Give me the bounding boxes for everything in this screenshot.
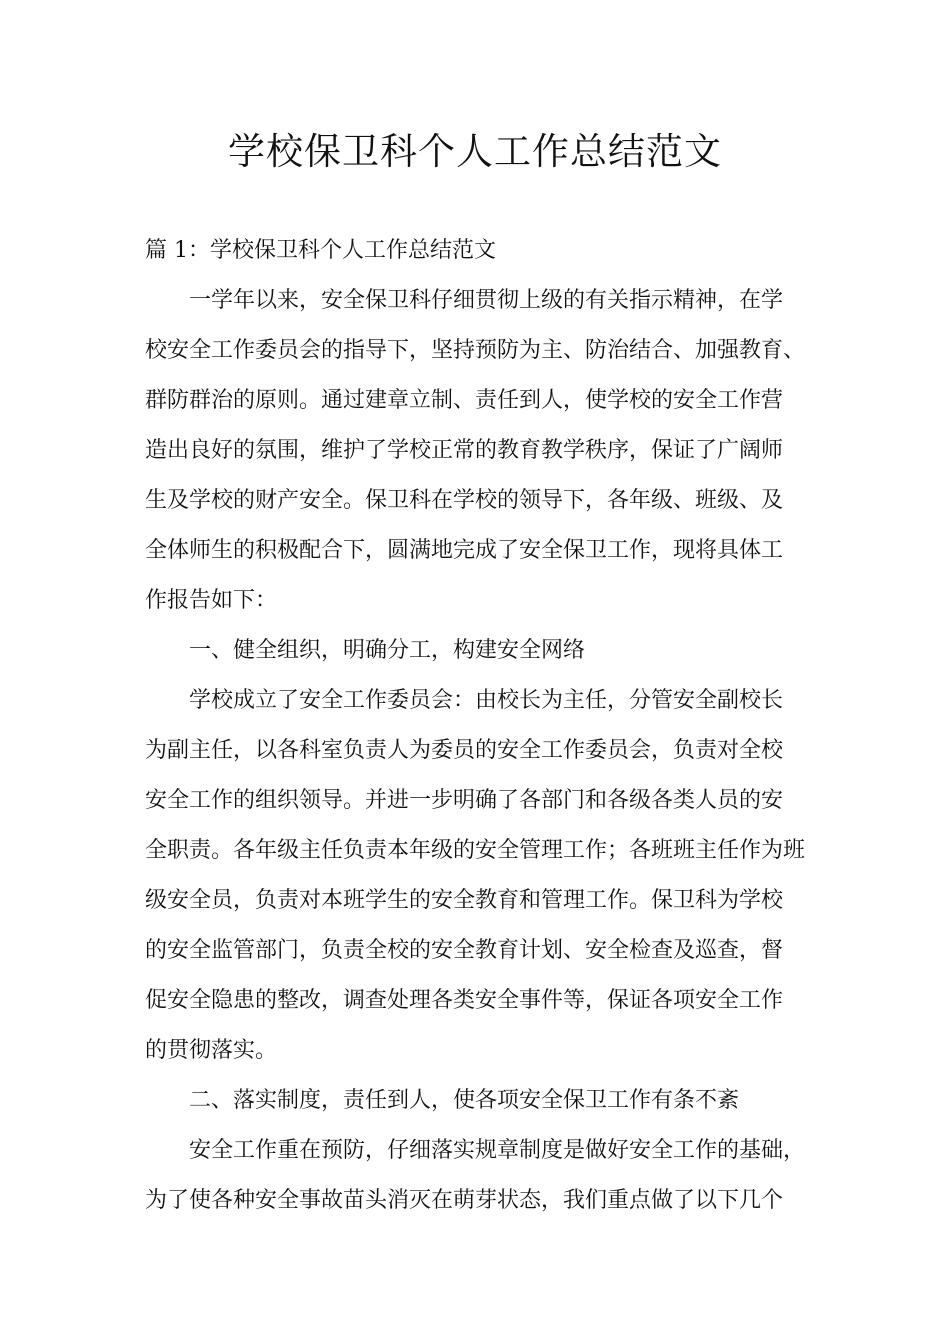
body-line: 安全工作的组织领导。并进一步明确了各部门和各级各类人员的安: [145, 788, 784, 813]
body-line: 学校成立了安全工作委员会：由校长为主任，分管安全副校长: [189, 688, 784, 713]
body-line: 全职责。各年级主任负责本年级的安全管理工作；各班班主任作为班: [145, 838, 806, 863]
body-line: 安全工作重在预防，仔细落实规章制度是做好安全工作的基础，: [189, 1138, 806, 1163]
document-body: [145, 226, 835, 1226]
body-line: 为副主任，以各科室负责人为委员的安全工作委员会，负责对全校: [145, 738, 784, 763]
body-line: 校安全工作委员会的指导下，坚持预防为主、防治结合、加强教育、: [145, 338, 806, 363]
body-line: 的安全监管部门，负责全校的安全教育计划、安全检查及巡查，督: [145, 938, 784, 963]
body-line: 群防群治的原则。通过建章立制、责任到人，使学校的安全工作营: [145, 388, 784, 413]
body-line: 全体师生的积极配合下，圆满地完成了安全保卫工作，现将具体工: [145, 538, 784, 563]
body-line: 的贯彻落实。: [145, 1038, 278, 1063]
body-line: 生及学校的财产安全。保卫科在学校的领导下，各年级、班级、及: [145, 488, 784, 513]
body-line: 级安全员，负责对本班学生的安全教育和管理工作。保卫科为学校: [145, 888, 784, 913]
document-title: 学校保卫科个人工作总结范文: [228, 130, 722, 173]
section-heading: 一、健全组织，明确分工，构建安全网络: [189, 638, 586, 663]
body-line: 造出良好的氛围，维护了学校正常的教育教学秩序，保证了广阔师: [145, 438, 784, 463]
body-line: 促安全隐患的整改，调查处理各类安全事件等，保证各项安全工作: [145, 988, 784, 1013]
body-line: 为了使各种安全事故苗头消灭在萌芽状态，我们重点做了以下几个: [145, 1188, 784, 1213]
body-line: 一学年以来，安全保卫科仔细贯彻上级的有关指示精神，在学: [189, 288, 784, 313]
body-line: 篇 1：学校保卫科个人工作总结范文: [145, 238, 496, 263]
section-heading: 二、落实制度，责任到人，使各项安全保卫工作有条不紊: [189, 1088, 740, 1113]
body-line: 作报告如下：: [145, 588, 278, 613]
